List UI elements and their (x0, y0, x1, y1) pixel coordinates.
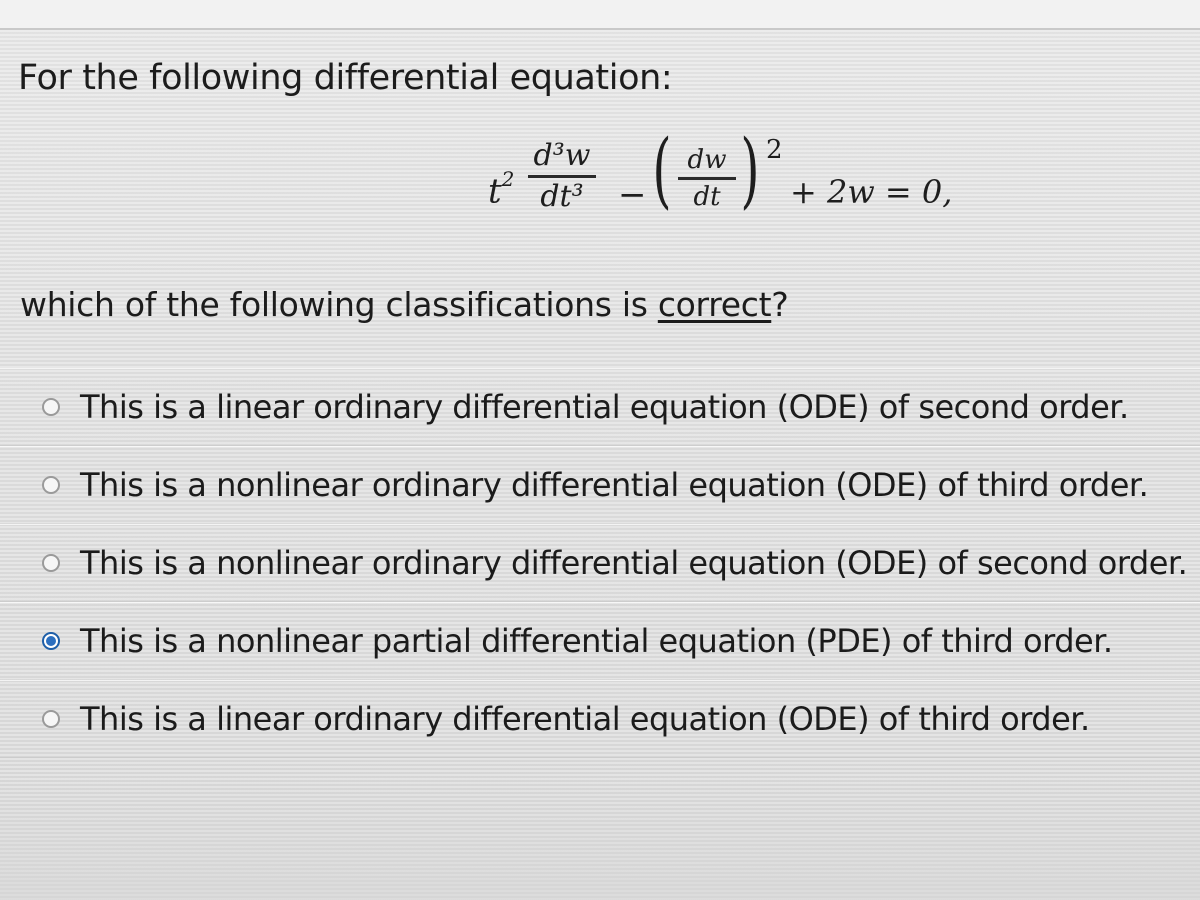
top-strip (0, 0, 1200, 30)
answer-option-3[interactable] (0, 524, 1200, 602)
option-label: This is a nonlinear ordinary differential equation (ODE) of third order. (80, 466, 1149, 504)
prompt-end: ? (771, 285, 789, 324)
radio-button[interactable] (42, 476, 60, 494)
radio-button[interactable] (42, 398, 60, 416)
fraction-bar (678, 177, 736, 180)
prompt-text: which of the following classifications is (20, 285, 658, 324)
fraction-bar (528, 175, 596, 178)
fraction-numerator: dw (687, 145, 727, 175)
answer-options (0, 368, 1200, 758)
equation-remainder: + 2w = 0, (790, 173, 953, 211)
radio-button[interactable] (42, 710, 60, 728)
prompt-emphasis: correct (657, 285, 772, 324)
bottom-shading (0, 780, 1200, 900)
answer-option-4[interactable] (0, 602, 1200, 680)
option-label: This is a linear ordinary differential equation (ODE) of second order. (80, 388, 1129, 426)
answer-option-1[interactable] (0, 368, 1200, 446)
third-derivative-fraction (528, 139, 596, 214)
differential-equation (468, 123, 988, 250)
question-prompt (20, 285, 788, 324)
square-exponent: 2 (766, 135, 783, 165)
fraction-denominator: dt³ (540, 179, 584, 214)
first-derivative-fraction (678, 145, 736, 212)
left-parenthesis: ( (652, 123, 672, 218)
radio-button-selected[interactable] (42, 632, 60, 650)
right-parenthesis: ) (740, 123, 760, 218)
minus-sign: − (618, 175, 647, 215)
fraction-denominator: dt (693, 182, 721, 212)
answer-option-2[interactable] (0, 446, 1200, 524)
fraction-numerator: d³w (533, 138, 591, 173)
answer-option-5[interactable] (0, 680, 1200, 758)
option-label: This is a nonlinear partial differential equation (PDE) of third order. (80, 622, 1113, 660)
radio-button[interactable] (42, 554, 60, 572)
question-header: For the following differential equation: (18, 58, 673, 98)
option-label: This is a linear ordinary differential equation (ODE) of third order. (80, 700, 1090, 738)
equation-coefficient: $t^2$ (488, 167, 515, 212)
option-label: This is a nonlinear ordinary differential equation (ODE) of second order. (80, 544, 1188, 582)
